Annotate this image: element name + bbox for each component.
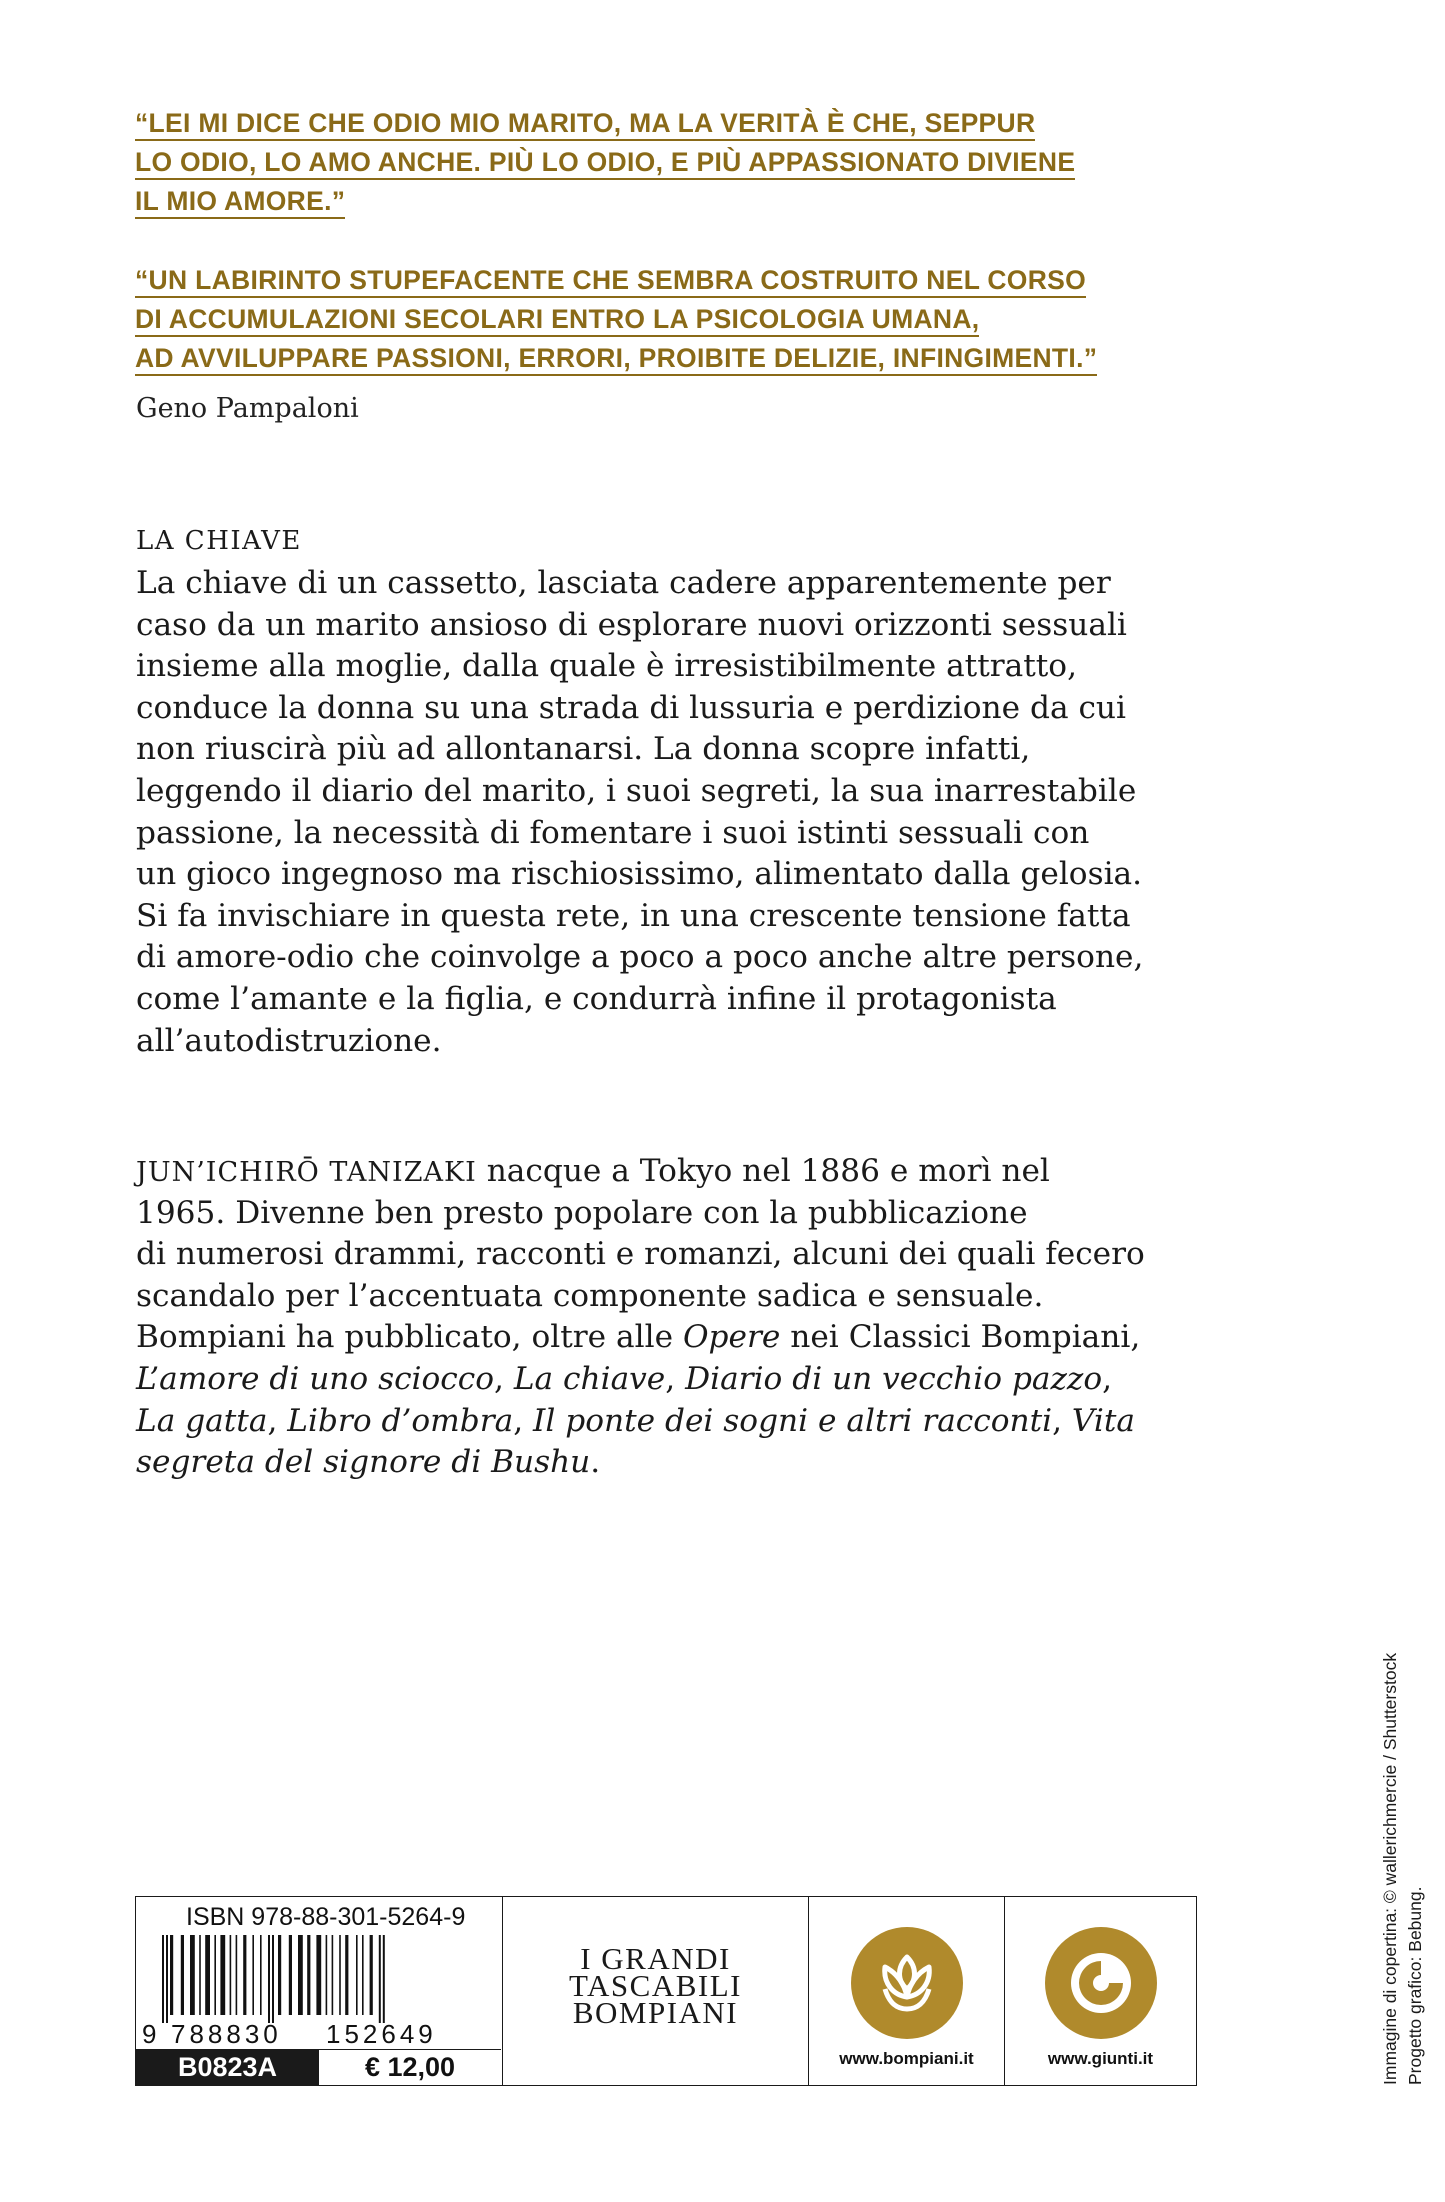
- bio-text: Bompiani ha pubblicato, oltre alle: [136, 1319, 683, 1356]
- barcode-bar: [307, 1935, 310, 2015]
- book-title: Il ponte dei sogni e altri racconti: [533, 1402, 1053, 1439]
- price-label: € 12,00: [319, 2049, 501, 2085]
- spiral-icon: [1045, 1927, 1157, 2039]
- blurb-line: passione, la necessità di fomentare i suoi istinti sessuali con: [136, 814, 1090, 851]
- series-line: TASCABILI: [569, 1968, 742, 2003]
- barcode-bar: [289, 1935, 292, 2015]
- bio-text: .: [590, 1444, 601, 1481]
- bio-line: scandalo per l’accentuata componente sadica e sensuale.: [136, 1277, 1044, 1314]
- barcode-panel: [136, 1897, 503, 2085]
- quote-1: [135, 105, 1195, 222]
- blurb-line: La chiave di un cassetto, lasciata cadere apparentemente per: [136, 565, 1111, 601]
- bio-text: ,: [267, 1402, 288, 1439]
- book-title: segreta del signore di Bushu: [136, 1444, 591, 1481]
- bio-text: ,: [494, 1360, 514, 1397]
- barcode-bar: [379, 1935, 381, 2023]
- barcode-bar: [345, 1935, 348, 2015]
- quote-1-line-2: LO ODIO, LO AMO ANCHE. PIÙ LO ODIO, E PIÙ APPASSIONATO DIVIENE: [135, 147, 1075, 180]
- bio-text: nei Classici Bompiani,: [780, 1319, 1141, 1356]
- barcode-bar: [236, 1935, 238, 2015]
- quote-2-line-3: AD AVVILUPPARE PASSIONI, ERRORI, PROIBITE DELIZIE, INFINGIMENTI.”: [135, 343, 1097, 376]
- barcode-bar: [272, 1935, 274, 2023]
- barcode-bar: [170, 1935, 173, 2015]
- barcode-bar: [326, 1935, 328, 2015]
- barcode-bar: [316, 1935, 321, 2015]
- blurb-line: leggendo il diario del marito, i suoi segreti, la sua inarrestabile: [136, 772, 1137, 809]
- quote-2-line-1: “UN LABIRINTO STUPEFACENTE CHE SEMBRA COSTRUITO NEL CORSO: [135, 265, 1086, 298]
- quote-1-line-3: IL MIO AMORE.”: [135, 186, 345, 219]
- barcode-group-1: 788830: [171, 2019, 282, 2049]
- barcode-bar: [243, 1935, 246, 2015]
- quote-1-line-1: “LEI MI DICE CHE ODIO MIO MARITO, MA LA VERITÀ È CHE, SEPPUR: [135, 108, 1035, 141]
- book-title: Opere: [682, 1319, 781, 1356]
- barcode-image: [152, 1935, 472, 2023]
- barcode-bar: [370, 1935, 373, 2015]
- barcode-bar: [214, 1935, 216, 2015]
- quote-attribution: Geno Pampaloni: [136, 393, 359, 424]
- blurb-line: non riuscirà più ad allontanarsi. La donna scopre infatti,: [136, 731, 1031, 768]
- bio-text: nacque a Tokyo nel 1886 e morì nel: [476, 1153, 1050, 1189]
- blurb-line: di amore-odio che coinvolge a poco a poco anche altre persone,: [136, 939, 1144, 976]
- blurb-line: caso da un marito ansioso di esplorare nuovi orizzonti sessuali: [136, 606, 1127, 643]
- series-line: I GRANDI: [580, 1941, 731, 1976]
- barcode-bar: [298, 1935, 303, 2015]
- bio-text: ,: [1102, 1360, 1113, 1397]
- barcode-bar: [166, 1935, 168, 2023]
- series-line: BOMPIANI: [572, 1995, 739, 2030]
- barcode-bar: [356, 1935, 358, 2015]
- giunti-logo-icon: [1045, 1927, 1157, 2039]
- book-title: La chiave: [513, 1360, 666, 1397]
- barcode-bar: [190, 1935, 195, 2015]
- book-title: La gatta: [136, 1402, 268, 1439]
- barcode-first-digit: 9: [142, 2019, 157, 2049]
- barcode-bar: [332, 1935, 334, 2015]
- barcode-bar: [260, 1935, 262, 2015]
- barcode-bar: [162, 1935, 164, 2023]
- blurb-line: Si fa invischiare in questa rete, in una crescente tensione fatta: [136, 897, 1131, 934]
- image-credits: [1378, 1653, 1428, 2085]
- barcode-group-2: 152649: [326, 2019, 437, 2049]
- design-credit: Progetto grafico: Bebung.: [1405, 1886, 1425, 2085]
- blurb-line: come l’amante e la figlia, e condurrà infine il protagonista: [136, 980, 1057, 1017]
- bio-text: ,: [1052, 1402, 1072, 1439]
- bompiani-logo-icon: [851, 1927, 963, 2039]
- bompiani-panel: [809, 1897, 1005, 2085]
- blurb-line: conduce la donna su una strada di lussuria e perdizione da cui: [136, 689, 1126, 726]
- bio-text: ,: [513, 1402, 534, 1439]
- book-title: Libro d’ombra: [287, 1402, 514, 1439]
- barcode-bar: [362, 1935, 364, 2015]
- blurb-text: [136, 563, 1246, 1062]
- barcode-bar: [205, 1935, 210, 2015]
- blurb-line: all’autodistruzione.: [136, 1022, 442, 1059]
- lotus-icon: [851, 1927, 963, 2039]
- book-title: L’amore di uno sciocco: [136, 1360, 495, 1397]
- giunti-url[interactable]: www.giunti.it: [1047, 2049, 1154, 2068]
- barcode-bar: [339, 1935, 341, 2015]
- bompiani-url[interactable]: www.bompiani.it: [839, 2049, 974, 2068]
- series-panel: [503, 1897, 809, 2085]
- isbn-label: ISBN 978-88-301-5264-9: [186, 1903, 466, 1931]
- barcode-bar: [230, 1935, 232, 2015]
- bio-line: 1965. Divenne ben presto popolare con la pubblicazione: [136, 1194, 1028, 1231]
- barcode-bar: [220, 1935, 225, 2015]
- series-title: [503, 1941, 808, 2030]
- section-title: LA CHIAVE: [136, 526, 302, 556]
- barcode-bar: [268, 1935, 270, 2023]
- barcode-bar: [199, 1935, 201, 2015]
- bio-text: ,: [665, 1360, 686, 1397]
- publisher-bar: [135, 1896, 1197, 2086]
- book-title: Vita: [1071, 1402, 1135, 1439]
- product-code: B0823A: [136, 2049, 319, 2085]
- barcode-bar: [181, 1935, 184, 2015]
- bio-line: di numerosi drammi, racconti e romanzi, alcuni dei quali fecero: [136, 1236, 1145, 1273]
- blurb-line: insieme alla moglie, dalla quale è irresistibilmente attratto,: [136, 648, 1078, 685]
- cover-image-credit: Immagine di copertina: © wallerichmercie / Shutterstock: [1380, 1652, 1400, 2085]
- barcode-bar: [252, 1935, 254, 2015]
- quote-2: [135, 262, 1195, 379]
- book-title: Diario di un vecchio pazzo: [685, 1360, 1103, 1397]
- quote-2-line-2: DI ACCUMULAZIONI SECOLARI ENTRO LA PSICOLOGIA UMANA,: [135, 304, 979, 337]
- barcode-bar: [278, 1935, 281, 2015]
- giunti-panel: [1005, 1897, 1196, 2085]
- author-bio: [136, 1151, 1246, 1484]
- barcode-bar: [383, 1935, 385, 2023]
- author-name: JUN’ICHIRŌ TANIZAKI: [136, 1157, 477, 1188]
- blurb-line: un gioco ingegnoso ma rischiosissimo, alimentato dalla gelosia.: [136, 856, 1143, 893]
